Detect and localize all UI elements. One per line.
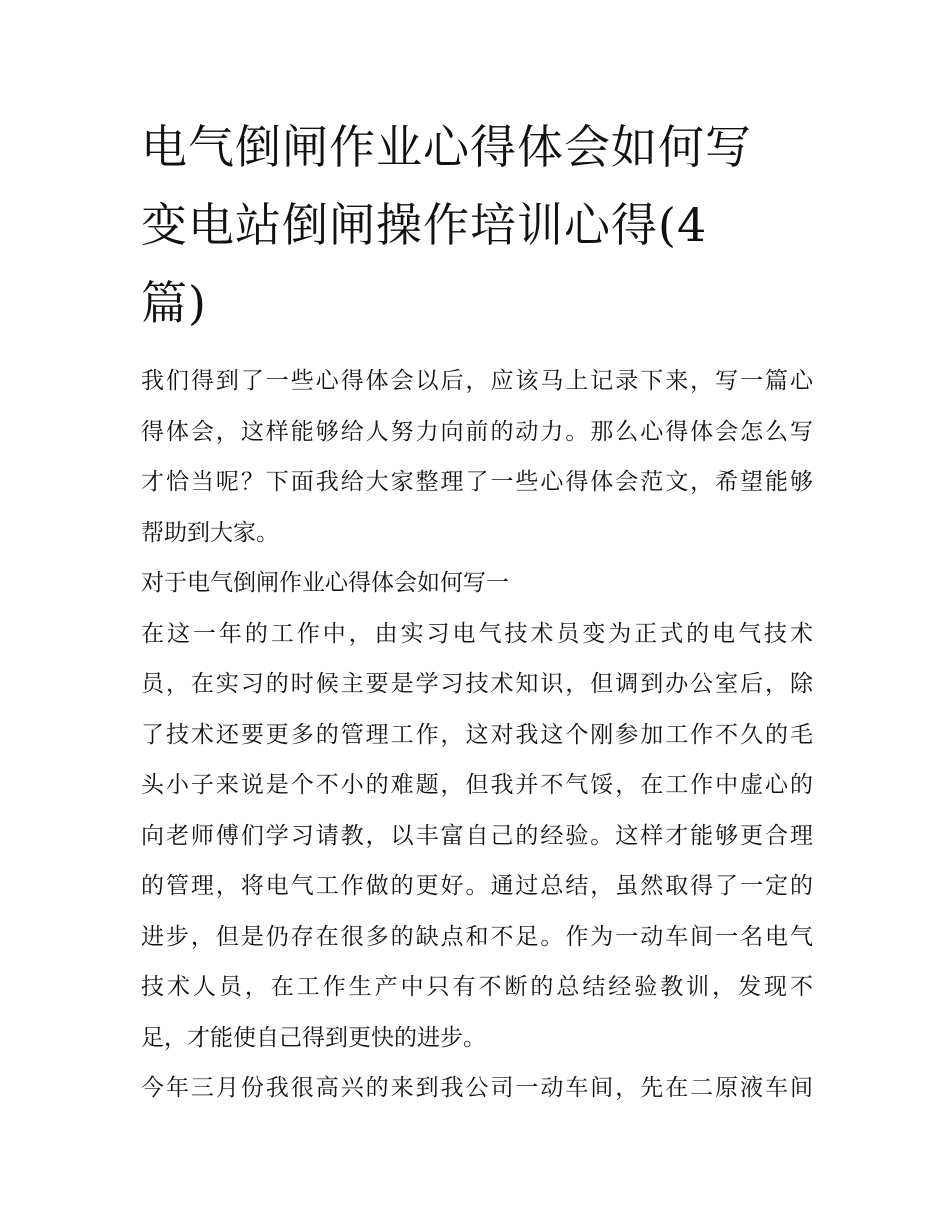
text-line: 技术人员，在工作生产中只有不断的总结经验教训，发现不 xyxy=(141,974,813,1000)
title-line: 电气倒闸作业心得体会如何写 xyxy=(141,120,752,174)
text-line: 员，在实习的时候主要是学习技术知识，但调到办公室后，除 xyxy=(141,671,813,697)
document-title xyxy=(141,108,813,342)
text-line: 了技术还要更多的管理工作，这对我这个刚参加工作不久的毛 xyxy=(141,721,813,748)
text-line: 足，才能使自己得到更快的进步。 xyxy=(141,1024,486,1051)
section-heading xyxy=(141,558,813,609)
text-line: 进步，但是仍存在很多的缺点和不足。作为一动车间一名电气 xyxy=(141,923,813,950)
intro-paragraph xyxy=(141,356,813,558)
title-line: 篇) xyxy=(141,276,207,330)
text-line: 头小子来说是个不小的难题，但我并不气馁，在工作中虚心的 xyxy=(141,772,813,798)
text-line: 帮助到大家。 xyxy=(141,519,279,546)
text-line: 今年三月份我很高兴的来到我公司一动车间，先在二原液车间 xyxy=(141,1075,813,1101)
text-line: 我们得到了一些心得体会以后，应该马上记录下来，写一篇心 xyxy=(141,368,813,394)
body-paragraph xyxy=(141,609,813,1064)
document-page xyxy=(141,108,813,1114)
text-line: 的管理，将电气工作做的更好。通过总结，虽然取得了一定的 xyxy=(141,873,813,899)
body-paragraph xyxy=(141,1063,813,1114)
text-line: 向老师傅们学习请教，以丰富自己的经验。这样才能够更合理 xyxy=(141,822,813,849)
text-line: 在这一年的工作中，由实习电气技术员变为正式的电气技术 xyxy=(141,620,813,647)
text-line: 才恰当呢？下面我给大家整理了一些心得体会范文，希望能够 xyxy=(141,469,813,495)
text-line: 对于电气倒闸作业心得体会如何写一 xyxy=(141,570,509,596)
title-line: 变电站倒闸操作培训心得(4 xyxy=(141,198,708,252)
text-line: 得体会，这样能够给人努力向前的动力。那么心得体会怎么写 xyxy=(141,418,813,445)
document-body xyxy=(141,356,813,1114)
